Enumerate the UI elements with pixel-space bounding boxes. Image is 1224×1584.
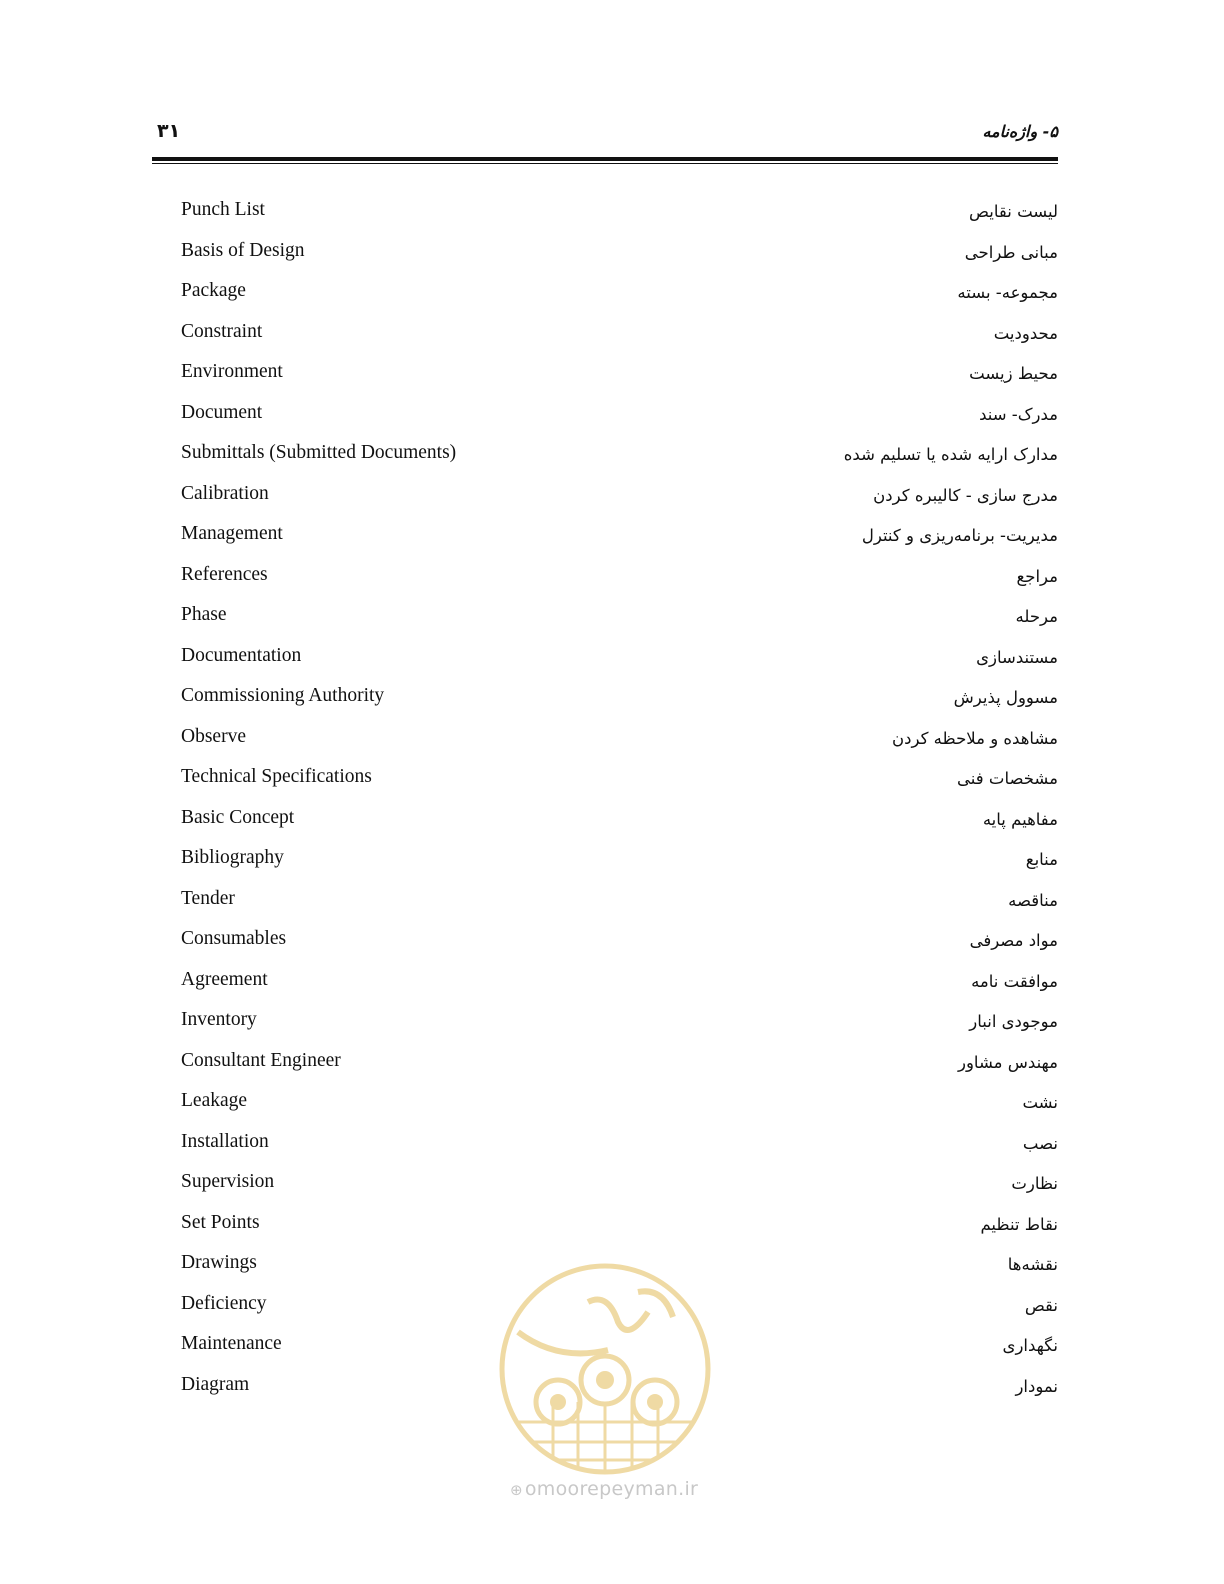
glossary-row (181, 477, 1058, 518)
term-english: Phase (181, 604, 227, 625)
term-persian: مستندسازی (976, 647, 1058, 667)
glossary-list (181, 193, 1058, 1408)
glossary-row (181, 882, 1058, 923)
term-english: Inventory (181, 1009, 257, 1030)
term-persian: مرحله (1015, 607, 1058, 626)
glossary-row (181, 1125, 1058, 1166)
term-english: Document (181, 401, 263, 423)
term-persian: نگهداری (1002, 1336, 1058, 1355)
page-header (152, 118, 1058, 148)
term-persian: نقاط تنظیم (980, 1214, 1058, 1234)
term-english: Diagram (181, 1373, 250, 1395)
term-english: Maintenance (181, 1333, 282, 1354)
term-persian: لیست نقایص (969, 202, 1058, 221)
glossary-row (181, 1003, 1058, 1044)
watermark-url (510, 1478, 698, 1500)
term-persian: مدرک- سند (979, 404, 1058, 424)
term-english: Constraint (181, 320, 263, 342)
term-english: Basic Concept (181, 806, 295, 828)
term-english: Punch List (181, 199, 265, 220)
term-english: Calibration (181, 482, 269, 504)
term-persian: مشاهده و ملاحظه کردن (892, 728, 1058, 748)
term-english: Consultant Engineer (181, 1049, 341, 1071)
term-english: Observe (181, 725, 246, 747)
term-persian: نمودار (1015, 1376, 1058, 1396)
term-persian: منابع (1025, 850, 1058, 869)
glossary-row (181, 922, 1058, 963)
term-persian: مدیریت- برنامه‌ریزی و کنترل (861, 526, 1058, 545)
glossary-row (181, 234, 1058, 275)
term-english: Drawings (181, 1252, 257, 1273)
term-english: Installation (181, 1130, 269, 1152)
term-english: Package (181, 280, 246, 301)
term-persian: نصب (1022, 1133, 1058, 1153)
header-rule-thin (152, 163, 1058, 164)
term-english: Technical Specifications (181, 766, 372, 787)
term-persian: موجودی انبار (969, 1012, 1058, 1031)
glossary-row (181, 193, 1058, 234)
watermark-url-text: omoorepeyman.ir (524, 1478, 699, 1500)
page-number: ۳۱ (157, 120, 181, 142)
term-persian: مدرج سازی - کالیبره کردن (873, 485, 1058, 505)
term-english: Bibliography (181, 847, 284, 868)
chapter-title: ۵- واژه‌نامه (982, 122, 1058, 141)
glossary-row (181, 679, 1058, 720)
term-english: Basis of Design (181, 239, 305, 261)
term-persian: مواد مصرفی (969, 931, 1058, 950)
term-english: Set Points (181, 1211, 260, 1233)
glossary-row (181, 315, 1058, 356)
term-persian: محیط زیست (969, 364, 1058, 383)
glossary-row (181, 396, 1058, 437)
glossary-row (181, 517, 1058, 558)
term-english: Deficiency (181, 1292, 267, 1314)
term-persian: مجموعه- بسته (957, 283, 1058, 302)
term-english: References (181, 563, 268, 585)
term-persian: مناقصه (1008, 890, 1058, 910)
term-persian: موافقت نامه (971, 971, 1058, 991)
term-english: Environment (181, 361, 283, 382)
term-english: Submittals (Submitted Documents) (181, 442, 457, 463)
header-rule-thick (152, 157, 1058, 161)
glossary-row (181, 558, 1058, 599)
glossary-row (181, 1084, 1058, 1125)
glossary-row (181, 1206, 1058, 1247)
term-english: Agreement (181, 968, 268, 990)
term-persian: نقص (1024, 1295, 1058, 1315)
term-persian: نقشه‌ها (1007, 1255, 1058, 1274)
term-english: Tender (181, 887, 235, 909)
glossary-row (181, 598, 1058, 639)
term-persian: مدارک ارایه شده یا تسلیم شده (843, 445, 1058, 464)
glossary-row (181, 355, 1058, 396)
glossary-row (181, 639, 1058, 680)
glossary-row (181, 1044, 1058, 1085)
term-english: Documentation (181, 644, 302, 666)
glossary-row (181, 720, 1058, 761)
term-english: Management (181, 523, 283, 544)
term-english: Supervision (181, 1171, 275, 1192)
glossary-row (181, 436, 1058, 477)
term-persian: مراجع (1016, 566, 1058, 586)
term-persian: نشت (1022, 1093, 1058, 1112)
term-persian: محدودیت (993, 323, 1058, 343)
term-persian: مفاهیم پایه (982, 809, 1058, 829)
term-persian: مهندس مشاور (958, 1052, 1058, 1072)
term-persian: مشخصات فنی (957, 769, 1058, 788)
watermark-logo-icon (498, 1262, 712, 1476)
glossary-row (181, 274, 1058, 315)
glossary-row (181, 963, 1058, 1004)
term-english: Commissioning Authority (181, 685, 385, 706)
term-persian: نظارت (1011, 1174, 1058, 1193)
term-english: Consumables (181, 928, 287, 949)
glossary-row (181, 841, 1058, 882)
glossary-row (181, 760, 1058, 801)
term-english: Leakage (181, 1090, 248, 1111)
term-persian: مبانی طراحی (964, 242, 1058, 262)
globe-icon: ⊕ (510, 1481, 523, 1499)
glossary-row (181, 801, 1058, 842)
term-persian: مسوول پذیرش (953, 688, 1058, 707)
glossary-row (181, 1165, 1058, 1206)
